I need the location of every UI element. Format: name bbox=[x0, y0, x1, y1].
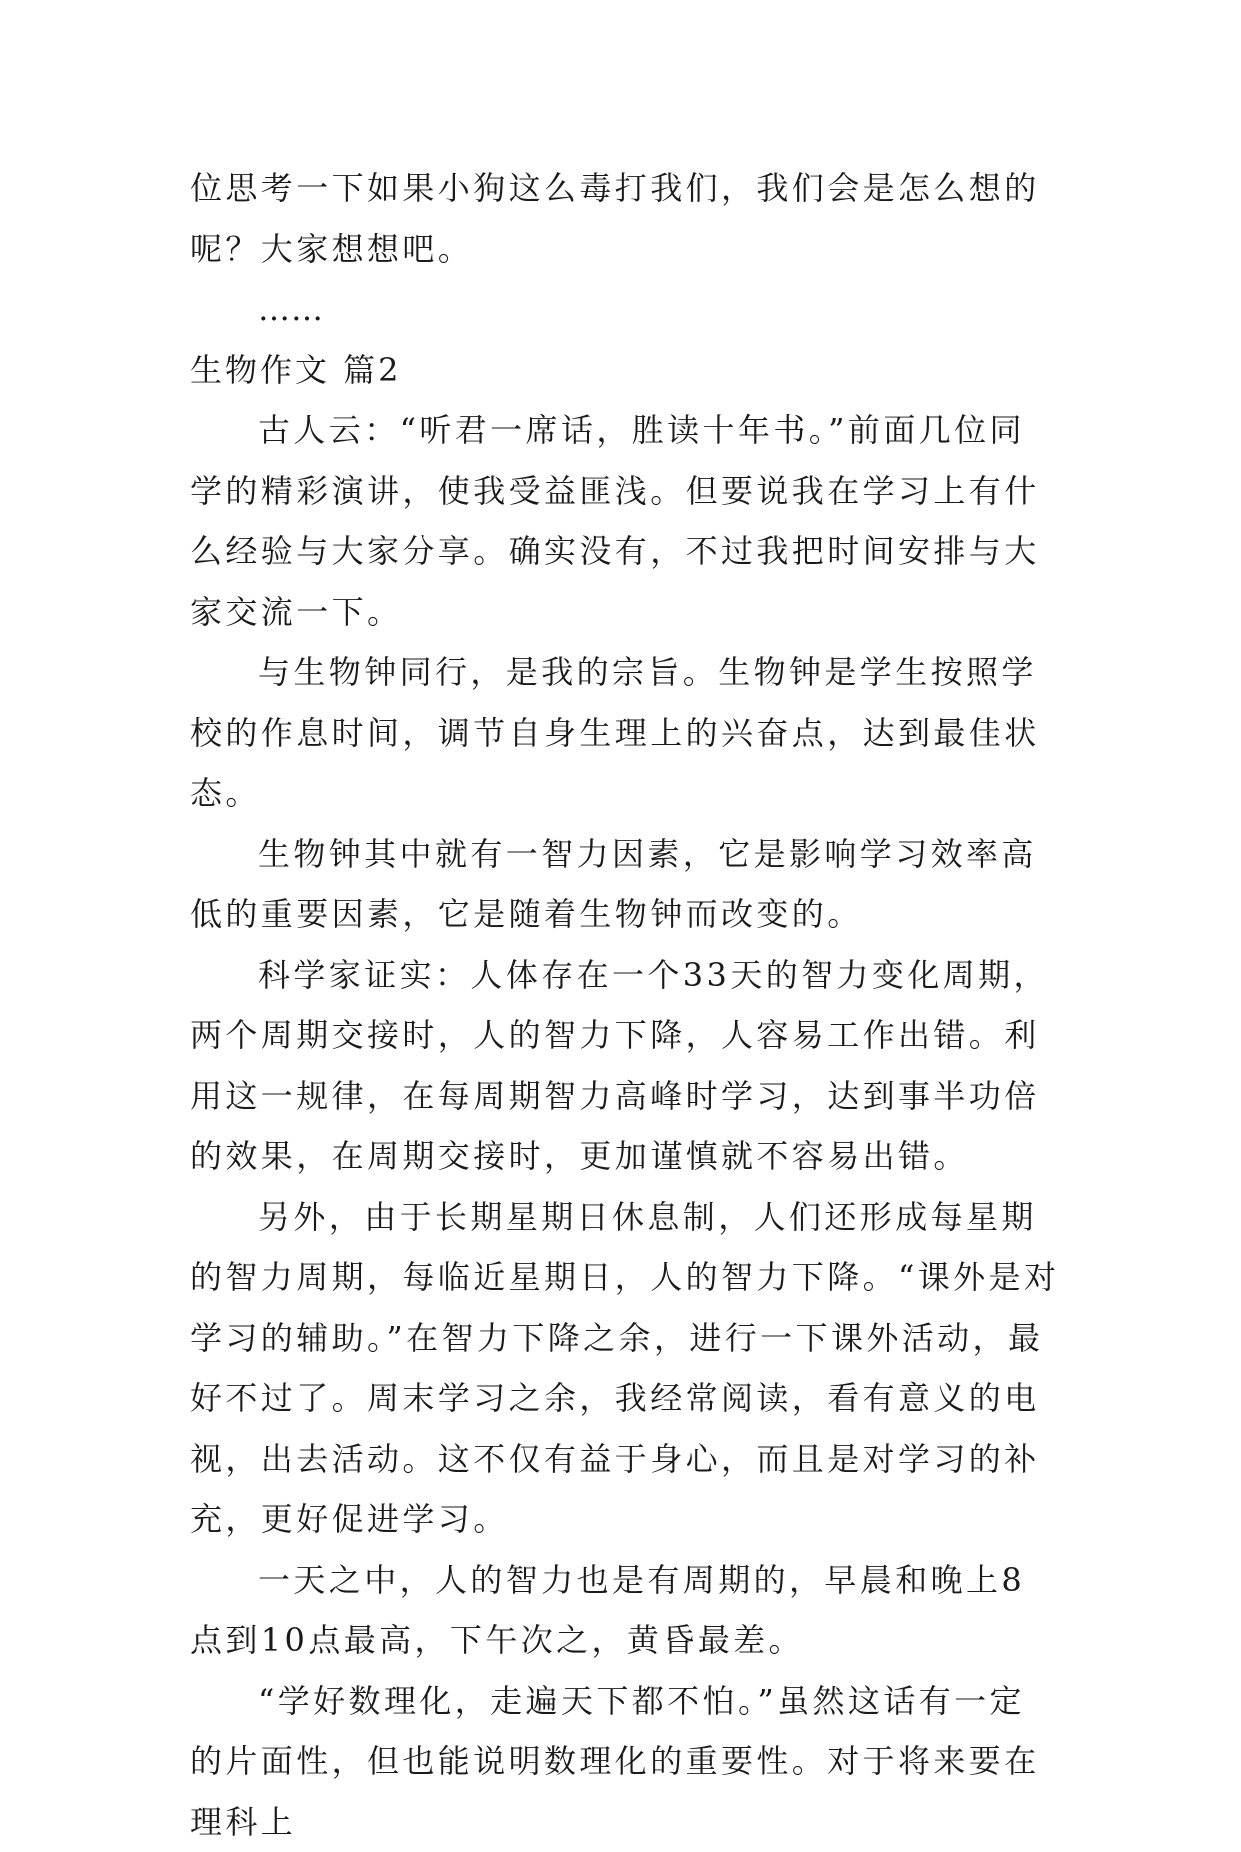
paragraph: 古人云：“听君一席话，胜读十年书。”前面几位同学的精彩演讲，使我受益匪浅。但要说我在学习上有什么经验与大家分享。确实没有，不过我把时间安排与大家交流一下。 bbox=[190, 400, 1060, 642]
document-body bbox=[190, 158, 1060, 1852]
paragraph: 另外，由于长期星期日休息制，人们还形成每星期的智力周期，每临近星期日，人的智力下降。“课外是对学习的辅助。”在智力下降之余，进行一下课外活动，最好不过了。周末学习之余，我经常阅读，看有意义的电视，出去活动。这不仅有益于身心，而且是对学习的补充，更好促进学习。 bbox=[190, 1187, 1060, 1550]
paragraph: 科学家证实：人体存在一个33天的智力变化周期，两个周期交接时，人的智力下降，人容易工作出错。利用这一规律，在每周期智力高峰时学习，达到事半功倍的效果，在周期交接时，更加谨慎就不容易出错。 bbox=[190, 945, 1060, 1187]
paragraph: 一天之中，人的智力也是有周期的，早晨和晚上8点到10点最高，下午次之，黄昏最差。 bbox=[190, 1550, 1060, 1671]
paragraph: 与生物钟同行，是我的宗旨。生物钟是学生按照学校的作息时间，调节自身生理上的兴奋点，达到最佳状态。 bbox=[190, 642, 1060, 824]
paragraph-continuation: 位思考一下如果小狗这么毒打我们，我们会是怎么想的呢？大家想想吧。 bbox=[190, 158, 1060, 279]
ellipsis-line: …… bbox=[190, 279, 1060, 340]
paragraph: 生物钟其中就有一智力因素，它是影响学习效率高低的重要因素，它是随着生物钟而改变的。 bbox=[190, 824, 1060, 945]
section-heading: 生物作文 篇2 bbox=[190, 340, 1060, 401]
paragraph: “学好数理化，走遍天下都不怕。”虽然这话有一定的片面性，但也能说明数理化的重要性。对于将来要在理科上 bbox=[190, 1671, 1060, 1852]
